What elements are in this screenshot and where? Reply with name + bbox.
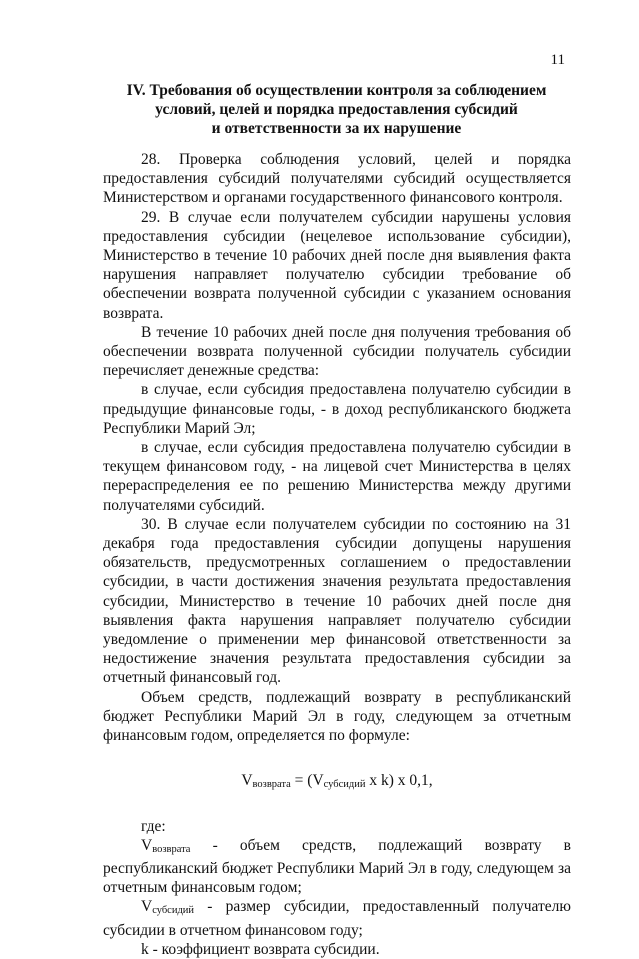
paragraph-30: 30. В случае если получателем субсидии по состоянию на 31 декабря года предоставления субсидии допущены нарушения обязательств, предусмотренных соглашением о предоставлении субсидии, в части достижения значения результата предоставления субсидии, Министерство в течение 10 рабочих дней после дня выявления факта нарушения направляет получателю субсидии уведомление о применении мер финансовой ответственности за недостижение значения результата предоставления субсидии за отчетный финансовый год. [103, 515, 571, 687]
heading-line-3: и ответственности за их нарушение [211, 120, 462, 137]
section-heading [104, 81, 569, 138]
legend-v-subsidy-sub: субсидий [152, 905, 195, 917]
paragraph-30-formula-intro: Объем средств, подлежащий возврату в республиканский бюджет Республики Марий Эл в году, следующем за отчетным финансовым годом, определяется по формуле: [103, 688, 571, 745]
legend-v-return-text: - объем средств, подлежащий возврату в республиканский бюджет Республики Марий Эл в году, следующем за отчетным финансовым годом; [103, 836, 571, 897]
formula-v: V [241, 772, 253, 790]
legend-v-subsidy-text: - размер субсидии, предоставленный получателю субсидии в отчетном финансовом году; [103, 898, 571, 939]
legend-v-return [103, 836, 571, 898]
document-body [103, 150, 571, 959]
legend-v-return-symbol: V [141, 836, 153, 854]
legend-k: k - коэффициент возврата субсидии. [141, 940, 380, 958]
heading-line-2: условий, целей и порядка предоставления субсидий [155, 101, 518, 118]
legend-where: где: [141, 817, 166, 835]
formula-eq: = (V [290, 772, 324, 790]
heading-line-1: IV. Требования об осуществлении контроля за соблюдением [126, 82, 547, 99]
legend-v-subsidy-symbol: V [141, 898, 153, 916]
paragraph-29-deadline: В течение 10 рабочих дней после дня получения требования об обеспечении возврата полученной субсидии получатель субсидии перечисляет денежные средства: [103, 323, 571, 380]
formula-sub-return: возврата [252, 779, 291, 791]
paragraph-28: 28. Проверка соблюдения условий, целей и порядка предоставления субсидий получателями субсидий осуществляется Министерством и органами государственного финансового контроля. [103, 151, 571, 207]
legend-v-subsidy [103, 897, 571, 939]
paragraph-29-current-year: в случае, если субсидия предоставлена получателю субсидии в текущем финансовом году, - на лицевой счет Министерства в целях перераспределения ее по решению Министерства между другими получателями субсидий. [103, 439, 571, 514]
page-number: 11 [550, 52, 565, 68]
paragraph-29: 29. В случае если получателем субсидии нарушены условия предоставления субсидии (нецелевое использование субсидии), Министерство в течение 10 рабочих дней после дня выявления факта нарушения направляет получателю субсидии требование об обеспечении возврата полученной субсидии с указанием основания возврата. [103, 208, 571, 322]
formula-sub-subsidy: субсидий [323, 779, 366, 791]
legend-v-return-sub: возврата [152, 843, 191, 855]
formula-tail: x k) x 0,1, [365, 772, 433, 790]
return-formula [103, 771, 571, 794]
paragraph-29-previous-years: в случае, если субсидия предоставлена получателю субсидии в предыдущие финансовые годы, - в доход республиканского бюджета Республики Марий Эл; [103, 381, 571, 437]
